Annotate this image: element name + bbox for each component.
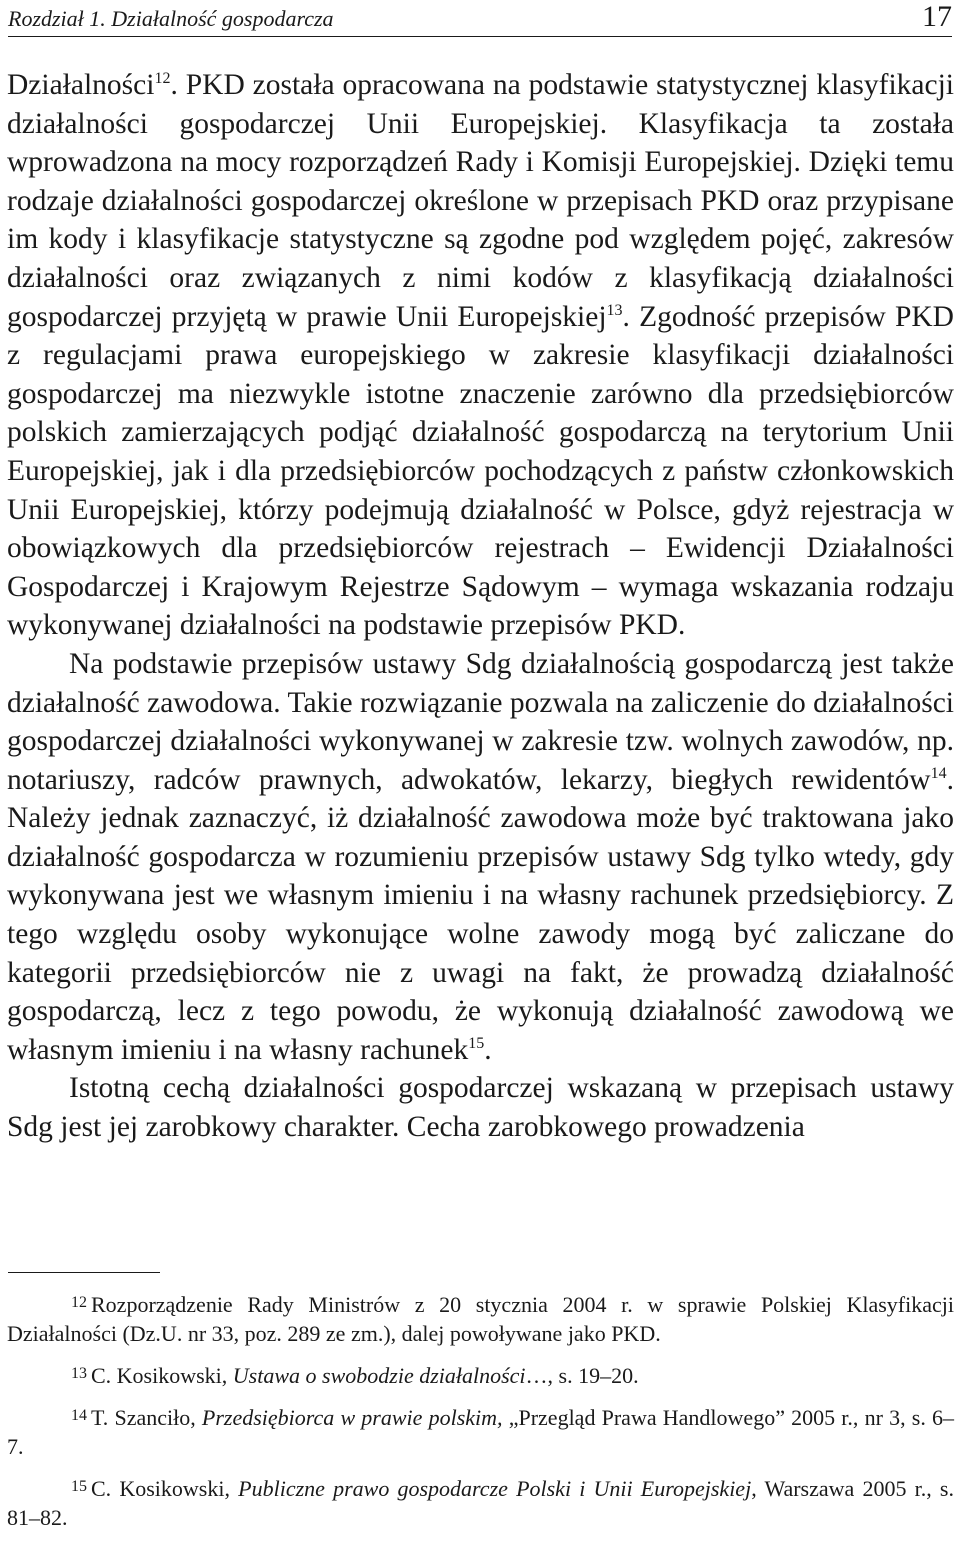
paragraph-1 (7, 66, 954, 645)
paragraph-2 (7, 645, 954, 1070)
footnote-title: Publiczne prawo gospodarcze Polski i Unii Europejskiej (238, 1476, 752, 1501)
footnote-text: Rozporządzenie Rady Ministrów z 20 stycznia 2004 r. w sprawie Polskiej Klasyfikacji Działalności (Dz.U. nr 33, poz. 289 ze zm.), dalej powoływane jako PKD. (7, 1292, 954, 1346)
body-text (7, 66, 954, 1147)
running-head (8, 0, 952, 37)
page-number: 17 (922, 0, 952, 33)
footnote-ref-13: 13 (606, 301, 623, 319)
footnote-15 (7, 1472, 954, 1532)
footnote-12 (7, 1288, 954, 1348)
footnote-author: C. Kosikowski, (91, 1363, 233, 1388)
footnote-14 (7, 1401, 954, 1461)
footnote-details: …, s. 19–20. (525, 1363, 639, 1388)
footnote-title: Ustawa o swobodzie działalności (232, 1363, 526, 1388)
paragraph-2-part-c: . (484, 1033, 492, 1066)
footnote-details: „Przegląd Prawa Handlowego” 2005 r., nr 3, s. 6–7. (7, 1405, 954, 1459)
footnote-number: 14 (71, 1407, 87, 1424)
footnote-number: 12 (71, 1294, 87, 1311)
paragraph-3-part-a: Istotną cechą działalności gospodarczej wskazaną w przepisach ustawy Sdg jest jej zarobkowy charakter. Cecha zarobkowego prowadzenia (7, 1072, 954, 1144)
footnote-author: T. Szanciło, (91, 1405, 202, 1430)
footnote-ref-12: 12 (154, 70, 171, 87)
footnote-ref-15: 15 (468, 1034, 485, 1052)
paragraph-1-part-a: Działalności (7, 69, 155, 101)
paragraph-3 (7, 1069, 954, 1146)
footnote-title: Przedsiębiorca w prawie polskim, (201, 1405, 503, 1430)
paragraph-1-part-c: . Zgodność przepisów PKD z regulacjami prawa europejskiego w zakresie klasyfikacji działalności gospodarczej ma niezwykle istotne znaczenie zarówno dla przedsiębiorców polskich zamierzających podjąć działalność gospodarczą na terytorium Unii Europejskiej, jak i dla przedsiębiorców pochodzących z państw członkowskich Unii Europejskiej, którzy podejmują działalność w Polsce, gdyż rejestracja w obowiązkowych dla przedsiębiorców rejestrach – Ewidencji Działalności Gospodarczej i Krajowym Rejestrze Sądowym – wymaga wskazania rodzaju wykonywanej działalności na podstawie przepisów PKD. (7, 300, 954, 642)
footnotes (7, 1288, 954, 1543)
paragraph-2-part-a: Na podstawie przepisów ustawy Sdg działalnością gospodarczą jest także działalność zawodowa. Takie rozwiązanie pozwala na zaliczenie do działalności gospodarczej działalności wykonywanej w zakresie tzw. wolnych zawodów, np. notariuszy, radców prawnych, adwokatów, lekarzy, biegłych rewidentów (7, 647, 954, 796)
footnote-number: 13 (71, 1365, 87, 1382)
paragraph-2-part-b: . Należy jednak zaznaczyć, iż działalność zawodowa może być traktowana jako działalność gospodarcza w rozumieniu przepisów ustawy Sdg tylko wtedy, gdy wykonywana jest we własnym imieniu i na własny rachunek przedsiębiorcy. Z tego względu osoby wykonujące wolne zawody mogą być zaliczane do kategorii przedsiębiorców nie z uwagi na fakt, że prowadzą działalność gospodarczą, lecz z tego powodu, że wykonują działalność zawodową we własnym imieniu i na własny rachunek (7, 763, 954, 1066)
chapter-title: Rozdział 1. Działalność gospodarcza (8, 6, 334, 31)
footnote-13 (7, 1359, 954, 1390)
footnote-details: , Warszawa 2005 r., s. 81–82. (7, 1476, 954, 1530)
paragraph-1-part-b: . PKD została opracowana na podstawie statystycznej klasyfikacji działalności gospodarczej Unii Europejskiej. Klasyfikacja ta została wprowadzona na mocy rozporządzeń Rady i Komisji Europejskiej. Dzięki temu rodzaje działalności gospodarczej określone w przepisach PKD oraz przypisane im kody i klasyfikacje statystyczne są zgodne pod względem pojęć, zakresów działalności oraz związanych z nimi kodów z klasyfikacją działalności gospodarczej przyjętą w prawie Unii Europejskiej (7, 69, 954, 333)
footnote-separator (8, 1272, 160, 1273)
footnote-author: C. Kosikowski, (91, 1476, 239, 1501)
footnote-number: 15 (71, 1478, 87, 1495)
footnote-ref-14: 14 (930, 764, 947, 782)
